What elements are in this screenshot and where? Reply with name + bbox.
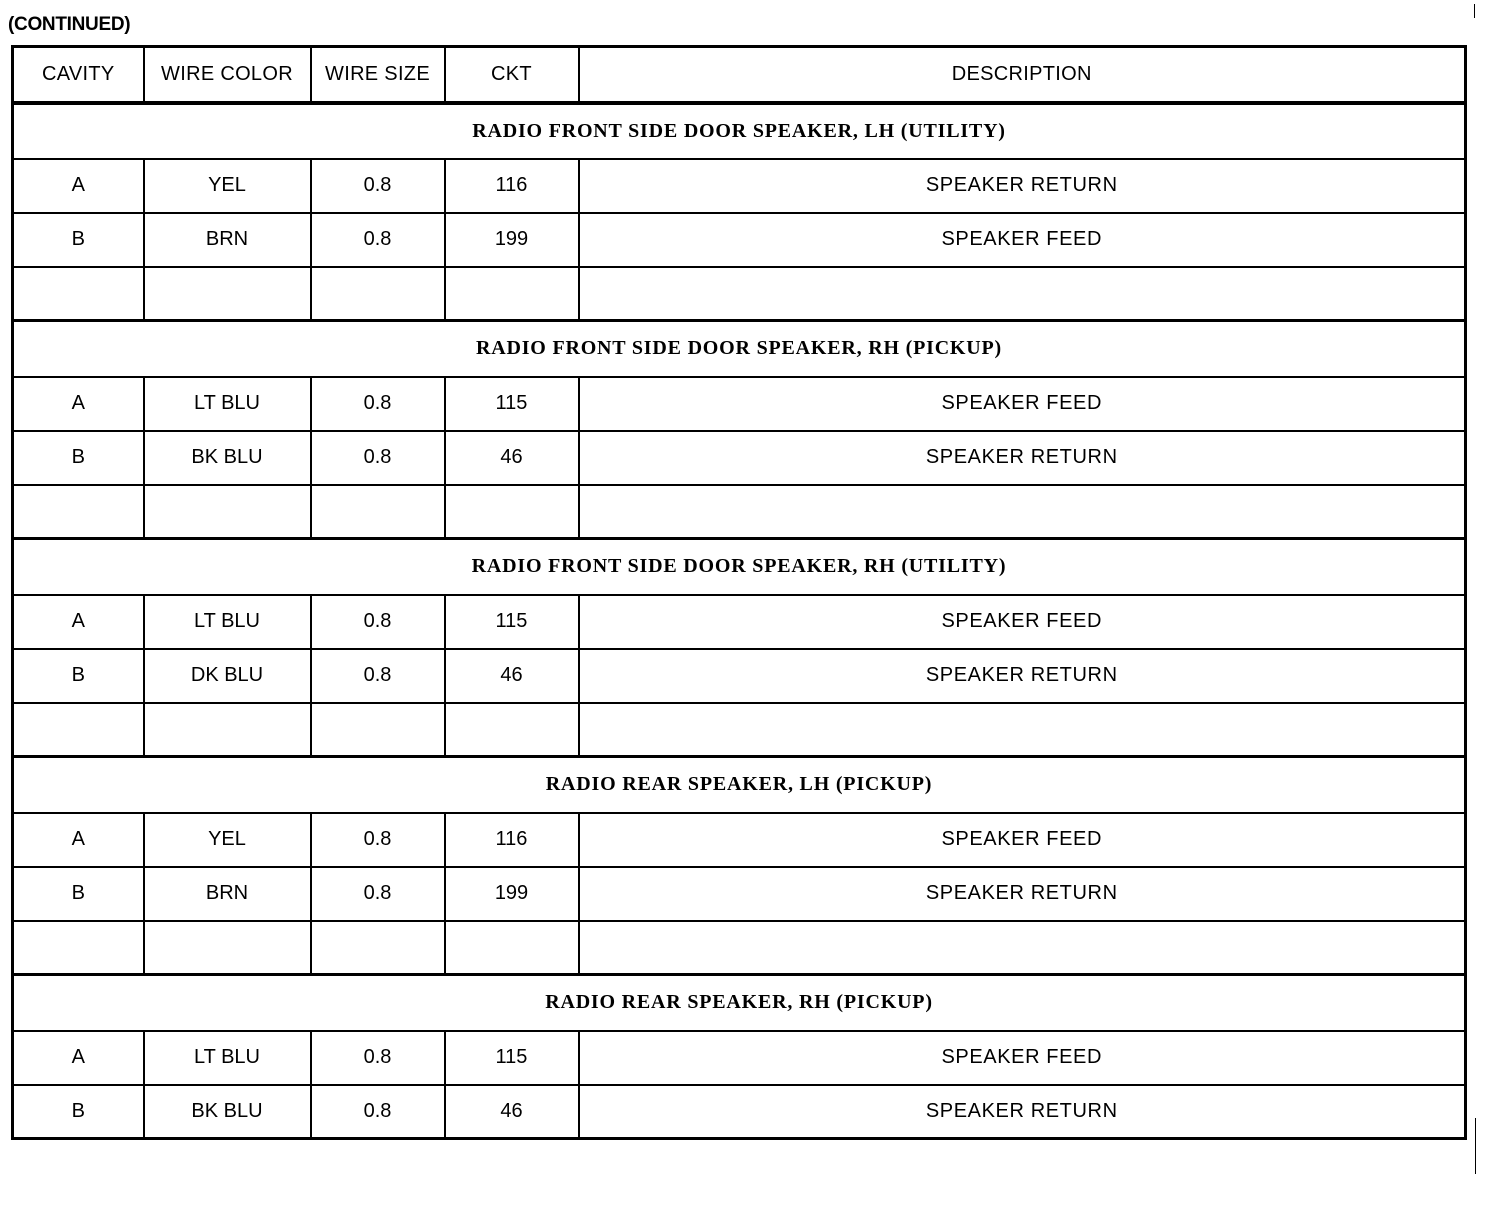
cell-description: SPEAKER RETURN — [579, 1085, 1466, 1139]
column-header-wire-size: WIRE SIZE — [311, 47, 445, 103]
cell-description — [579, 921, 1466, 975]
table-row — [13, 1085, 1466, 1139]
table-row — [13, 267, 1466, 321]
cell-ckt: 116 — [445, 159, 579, 213]
section-header-row — [13, 757, 1466, 813]
table-row — [13, 159, 1466, 213]
cell-ckt: 199 — [445, 867, 579, 921]
cell-ckt: 115 — [445, 377, 579, 431]
table-row — [13, 1031, 1466, 1085]
cell-cavity — [13, 921, 144, 975]
cell-description: SPEAKER FEED — [579, 595, 1466, 649]
cell-description: SPEAKER RETURN — [579, 159, 1466, 213]
cell-wire-size: 0.8 — [311, 595, 445, 649]
cell-wire-color: BRN — [144, 867, 311, 921]
margin-mark — [1474, 4, 1475, 18]
cell-wire-size: 0.8 — [311, 377, 445, 431]
column-header-wire-color: WIRE COLOR — [144, 47, 311, 103]
section-title: RADIO FRONT SIDE DOOR SPEAKER, LH (UTILITY) — [13, 103, 1466, 159]
cell-wire-size: 0.8 — [311, 813, 445, 867]
table-row — [13, 431, 1466, 485]
cell-cavity: B — [13, 649, 144, 703]
cell-wire-color: YEL — [144, 159, 311, 213]
cell-description: SPEAKER RETURN — [579, 431, 1466, 485]
cell-ckt — [445, 703, 579, 757]
section-title: RADIO FRONT SIDE DOOR SPEAKER, RH (PICKUP) — [13, 321, 1466, 377]
section-title: RADIO REAR SPEAKER, LH (PICKUP) — [13, 757, 1466, 813]
table-row — [13, 649, 1466, 703]
table-body — [13, 103, 1466, 1139]
cell-description: SPEAKER FEED — [579, 377, 1466, 431]
cell-cavity: A — [13, 813, 144, 867]
section-header-row — [13, 539, 1466, 595]
cell-wire-size — [311, 267, 445, 321]
cell-wire-size: 0.8 — [311, 431, 445, 485]
cell-cavity: A — [13, 595, 144, 649]
cell-wire-color: BK BLU — [144, 1085, 311, 1139]
column-header-description: DESCRIPTION — [579, 47, 1466, 103]
cell-wire-color — [144, 921, 311, 975]
section-title: RADIO FRONT SIDE DOOR SPEAKER, RH (UTILITY) — [13, 539, 1466, 595]
cell-wire-size — [311, 921, 445, 975]
cell-wire-size: 0.8 — [311, 159, 445, 213]
cell-ckt — [445, 485, 579, 539]
table-row — [13, 813, 1466, 867]
cell-cavity — [13, 267, 144, 321]
table-row — [13, 213, 1466, 267]
cell-wire-size: 0.8 — [311, 1031, 445, 1085]
table-row — [13, 485, 1466, 539]
cell-wire-color — [144, 485, 311, 539]
cell-ckt: 46 — [445, 1085, 579, 1139]
cell-wire-color: DK BLU — [144, 649, 311, 703]
cell-cavity: B — [13, 213, 144, 267]
cell-wire-color — [144, 267, 311, 321]
cell-wire-color: BRN — [144, 213, 311, 267]
section-header-row — [13, 321, 1466, 377]
cell-wire-color: LT BLU — [144, 377, 311, 431]
page-heading: (CONTINUED) — [8, 14, 131, 35]
cell-cavity: B — [13, 431, 144, 485]
cell-description: SPEAKER FEED — [579, 213, 1466, 267]
table-row — [13, 595, 1466, 649]
cell-wire-color: LT BLU — [144, 1031, 311, 1085]
cell-ckt: 46 — [445, 431, 579, 485]
cell-wire-color: YEL — [144, 813, 311, 867]
cell-cavity: A — [13, 159, 144, 213]
cell-wire-size — [311, 703, 445, 757]
cell-description — [579, 485, 1466, 539]
cell-ckt: 46 — [445, 649, 579, 703]
table-header-row — [13, 47, 1466, 103]
cell-ckt: 199 — [445, 213, 579, 267]
cell-cavity: A — [13, 377, 144, 431]
cell-wire-size: 0.8 — [311, 867, 445, 921]
cell-cavity — [13, 703, 144, 757]
cell-ckt — [445, 267, 579, 321]
cell-description: SPEAKER FEED — [579, 1031, 1466, 1085]
table-row — [13, 377, 1466, 431]
cell-cavity — [13, 485, 144, 539]
section-title: RADIO REAR SPEAKER, RH (PICKUP) — [13, 975, 1466, 1031]
connector-table — [11, 45, 1467, 1140]
cell-description — [579, 703, 1466, 757]
cell-wire-size: 0.8 — [311, 649, 445, 703]
section-header-row — [13, 103, 1466, 159]
cell-description: SPEAKER RETURN — [579, 649, 1466, 703]
cell-wire-color — [144, 703, 311, 757]
cell-ckt: 115 — [445, 595, 579, 649]
cell-description: SPEAKER RETURN — [579, 867, 1466, 921]
table-row — [13, 867, 1466, 921]
cell-cavity: B — [13, 1085, 144, 1139]
cell-wire-size: 0.8 — [311, 1085, 445, 1139]
table-row — [13, 703, 1466, 757]
column-header-cavity: CAVITY — [13, 47, 144, 103]
cell-wire-color: BK BLU — [144, 431, 311, 485]
cell-wire-size — [311, 485, 445, 539]
cell-description: SPEAKER FEED — [579, 813, 1466, 867]
section-header-row — [13, 975, 1466, 1031]
cell-ckt — [445, 921, 579, 975]
table-row — [13, 921, 1466, 975]
cell-description — [579, 267, 1466, 321]
cell-cavity: B — [13, 867, 144, 921]
cell-cavity: A — [13, 1031, 144, 1085]
cell-ckt: 115 — [445, 1031, 579, 1085]
cell-wire-color: LT BLU — [144, 595, 311, 649]
margin-mark — [1475, 1118, 1476, 1174]
column-header-ckt: CKT — [445, 47, 579, 103]
cell-wire-size: 0.8 — [311, 213, 445, 267]
cell-ckt: 116 — [445, 813, 579, 867]
